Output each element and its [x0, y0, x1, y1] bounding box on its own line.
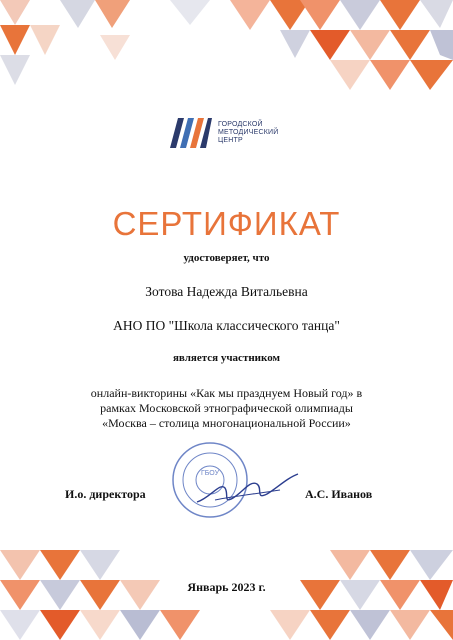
director-name: А.С. Иванов — [305, 487, 373, 501]
participant-status: является участником — [172, 352, 280, 364]
director-signature — [195, 470, 300, 510]
stamp-text: ГБОУ — [200, 470, 220, 477]
logo-emblem-icon — [170, 118, 212, 148]
certifies-text: удостоверяет, что — [183, 252, 270, 264]
logo-text-line1: ГОРОДСКОЙ — [218, 121, 263, 128]
description-line-2: рамках Московской этнографической олимпиады — [100, 401, 353, 415]
logo-text-line3: ЦЕНТР — [218, 137, 243, 144]
issue-date: Январь 2023 г. — [187, 580, 266, 594]
description-line-1: онлайн-викторины «Как мы празднуем Новый год» в — [90, 386, 363, 400]
organization-name: АНО ПО "Школа классического танца" — [113, 318, 340, 333]
description-line-3: «Москва – столица многонациональной России» — [102, 416, 351, 430]
top-triangle-pattern — [0, 0, 453, 100]
certificate-title: СЕРТИФИКАТ — [112, 205, 341, 242]
logo — [170, 118, 278, 148]
recipient-name: Зотова Надежда Витальевна — [145, 284, 308, 299]
logo-text-line2: МЕТОДИЧЕСКИЙ — [218, 129, 279, 136]
director-label: И.о. директора — [65, 487, 146, 501]
